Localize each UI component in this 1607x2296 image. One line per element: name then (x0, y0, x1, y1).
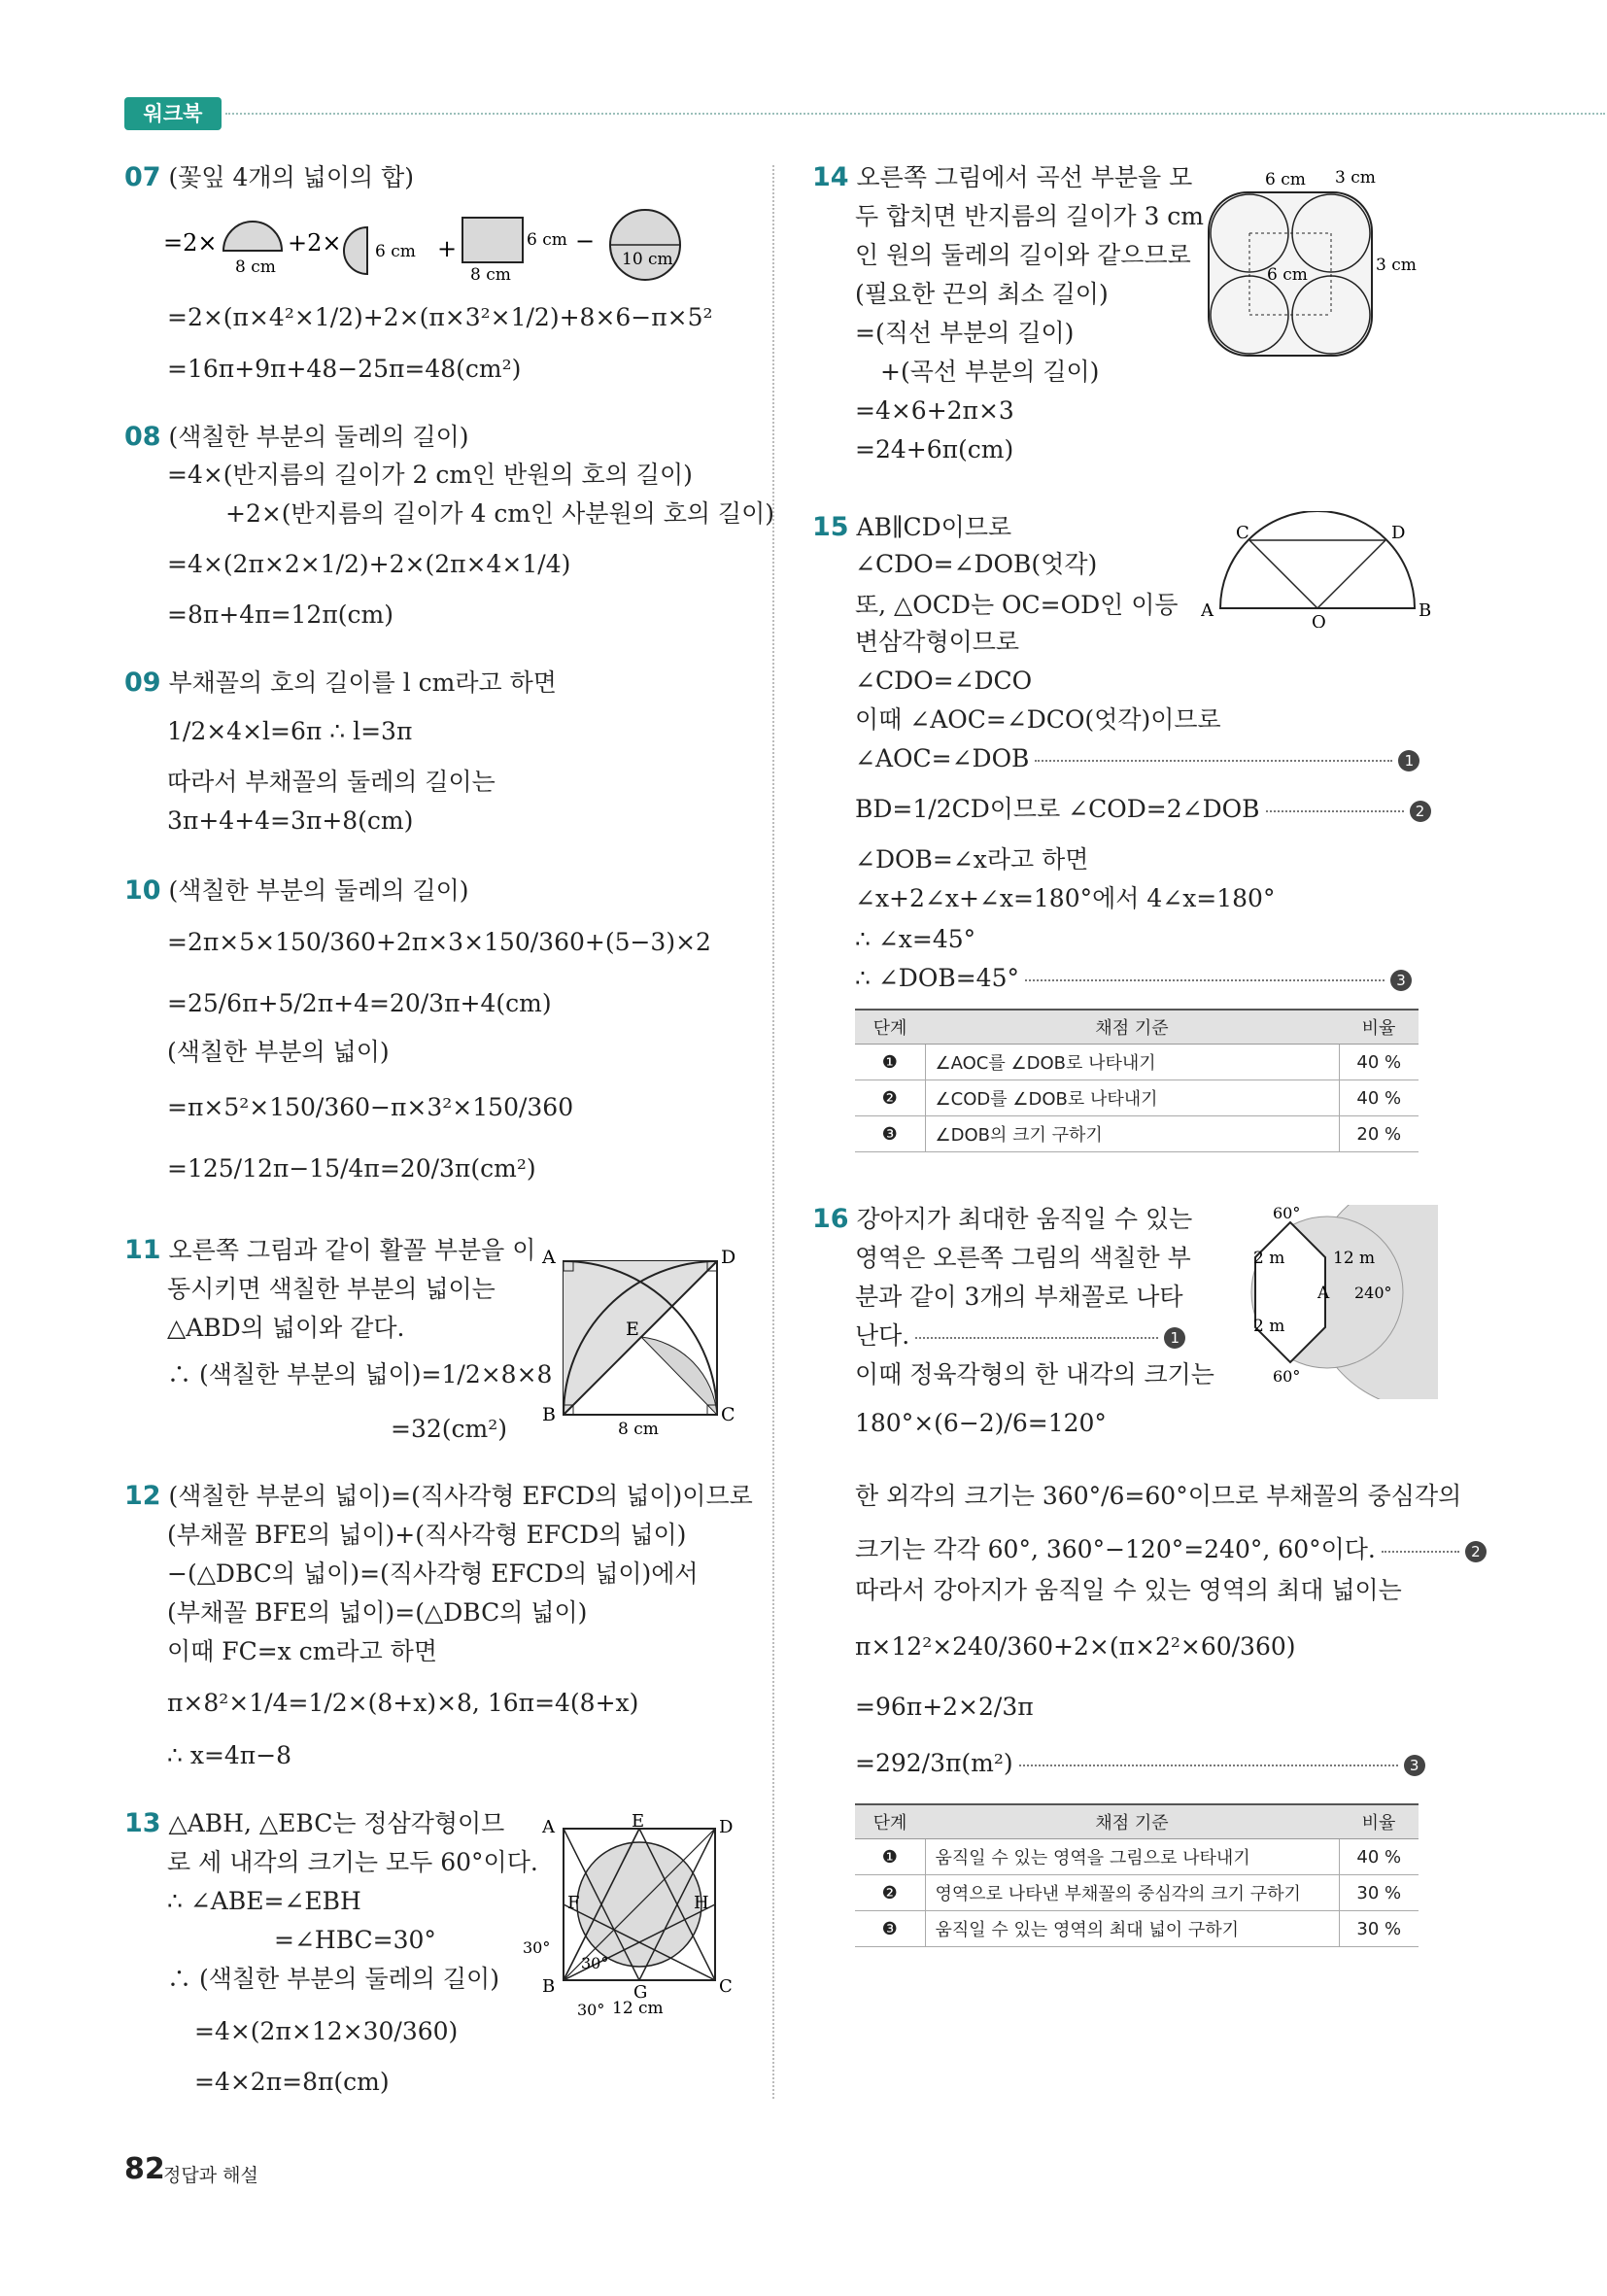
p12-line-5: π×8²×1/4=1/2×(8+x)×8, 16π=4(8+x) (167, 1689, 639, 1717)
problem-11: 11 오른쪽 그림과 같이 활꼴 부분을 이 (124, 1235, 536, 1265)
p13-line-6: =4×2π=8π(cm) (194, 2068, 390, 2096)
p14-line-4: =(직선 부분의 길이) (855, 319, 1075, 347)
column-divider (772, 165, 774, 2099)
header-divider (225, 113, 1605, 115)
p14-line-5: +(곡선 부분의 길이) (880, 358, 1100, 386)
p13-line-2: ∴ ∠ABE=∠EBH (167, 1887, 361, 1915)
p12-line-6: ∴ x=4π−8 (167, 1741, 292, 1769)
p13-A: A (542, 1817, 555, 1837)
p12-line-1: (부채꼴 BFE의 넓이)+(직사각형 EFCD의 넓이) (167, 1521, 687, 1549)
p14-line-3: (필요한 끈의 최소 길이) (855, 280, 1109, 308)
page-number: 82 (124, 2152, 165, 2186)
p15-A: A (1201, 600, 1214, 621)
p16-line-2: 분과 같이 3개의 부채꼴로 나타 (855, 1283, 1183, 1311)
p13-ang1: 30° (523, 1938, 551, 1957)
p10-line-3: (색칠한 부분의 넓이) (167, 1038, 390, 1066)
p15-line-5: 이때 ∠AOC=∠DCO(엇각)이므로 (855, 705, 1221, 734)
p12-line-2: −(△DBC의 넓이)=(직사각형 EFCD의 넓이)에서 (167, 1559, 699, 1588)
table-row: ❷ ∠COD를 ∠DOB로 나타내기 40 % (855, 1080, 1419, 1116)
p13-D: D (719, 1817, 734, 1837)
p12-line-3: (부채꼴 BFE의 넓이)=(△DBC의 넓이) (167, 1598, 588, 1627)
p14-t3: 6 cm (1267, 265, 1308, 285)
p08-line-2: +2×(반지름의 길이가 4 cm인 사분원의 호의 길이) (225, 499, 775, 528)
problem-08: 08 (색칠한 부분의 둘레의 길이) (124, 422, 469, 452)
p13-side: 12 cm (612, 1999, 664, 2018)
p13-ang3: 30° (577, 2001, 605, 2019)
p11-C: C (721, 1404, 735, 1425)
p13-B: B (542, 1976, 556, 1997)
svg-text:=2×: =2× (163, 229, 218, 257)
svg-text:+: + (437, 235, 458, 262)
p13-H: H (694, 1893, 709, 1913)
p13-E: E (632, 1813, 645, 1832)
p13-C: C (719, 1976, 733, 1997)
p11-E: E (626, 1319, 639, 1340)
p14-line-7: =24+6π(cm) (855, 435, 1014, 463)
p15-grading-table: 단계 채점 기준 비율 ❶ ∠AOC를 ∠DOB로 나타내기 40 % ❷ ∠COD를 ∠DOB로 나타내기 40 % ❸ ∠DOB의 크기 구하기 20 % (855, 1009, 1419, 1152)
problem-09: 09 부채꼴의 호의 길이를 l cm라고 하면 (124, 668, 557, 698)
problem-13: 13 △ABH, △EBC는 정삼각형이므 (124, 1808, 505, 1838)
p13-line-4: ∴ (색칠한 부분의 둘레의 길이) (167, 1965, 499, 1993)
p16-line-8: 따라서 강아지가 움직일 수 있는 영역의 최대 넓이는 (855, 1576, 1402, 1604)
table-row: ❶ 움직일 수 있는 영역을 그림으로 나타내기 40 % (855, 1839, 1419, 1875)
p07-line-2: =2×(π×4²×1/2)+2×(π×3²×1/2)+8×6−π×5² (167, 303, 713, 331)
svg-text:+2×: +2× (288, 229, 342, 257)
p14-t2: 3 cm (1335, 168, 1376, 188)
p15-line-7: BD=1/2CD이므로 ∠COD=2∠DOB 2 (855, 795, 1431, 824)
p15-line-1: ∠CDO=∠DOB(엇각) (855, 550, 1098, 578)
p13-G: G (633, 1982, 648, 2003)
p09-line-3: 3π+4+4=3π+8(cm) (167, 806, 414, 835)
p07-l5: 10 cm (622, 250, 673, 269)
p13-line-5: =4×(2π×12×30/360) (194, 2017, 459, 2045)
p16-m12: 12 m (1333, 1249, 1376, 1268)
p16-line-6: 한 외각의 크기는 360°/6=60°이므로 부채꼴의 중심각의 (855, 1482, 1462, 1510)
p16-grading-table: 단계 채점 기준 비율 ❶ 움직일 수 있는 영역을 그림으로 나타내기 40 % ❷ 영역으로 나타낸 부채꼴의 중심각의 크기 구하기 30 % ❸ 움직일 수 있는 영역의 최대 넓이 구하기 30 % (855, 1803, 1419, 1947)
problem-15: 15 AB∥CD이므로 (812, 512, 1012, 542)
p07-l2: 6 cm (375, 242, 416, 261)
p11-D: D (721, 1247, 736, 1268)
p15-line-3: 변삼각형이므로 (855, 628, 1020, 656)
p16-a240: 240° (1354, 1284, 1392, 1302)
p11-line-3: ∴ (색칠한 부분의 넓이)=1/2×8×8 (167, 1360, 553, 1388)
table-row: ❸ 움직일 수 있는 영역의 최대 넓이 구하기 30 % (855, 1911, 1419, 1947)
table-row: ❷ 영역으로 나타낸 부채꼴의 중심각의 크기 구하기 30 % (855, 1875, 1419, 1911)
p07-line-3: =16π+9π+48−25π=48(cm²) (167, 355, 522, 383)
p14-figure (1197, 163, 1430, 358)
p15-B: B (1419, 600, 1432, 621)
p16-line-9: π×12²×240/360+2×(π×2²×60/360) (855, 1632, 1296, 1661)
p16-line-3: 난다. 1 (855, 1321, 1185, 1351)
p08-line-4: =8π+4π=12π(cm) (167, 600, 393, 629)
problem-10: 10 (색칠한 부분의 둘레의 길이) (124, 875, 469, 906)
p13-F: F (567, 1893, 580, 1913)
p09-line-1: 1/2×4×l=6π ∴ l=3π (167, 717, 413, 745)
section-tag: 워크북 (124, 97, 222, 130)
p09-line-2: 따라서 부채꼴의 둘레의 길이는 (167, 768, 496, 796)
p16-line-11: =292/3π(m²) 3 (855, 1749, 1425, 1778)
footer-label: 정답과 해설 (163, 2165, 258, 2186)
p13-line-1: 로 세 내각의 크기는 모두 60°이다. (167, 1848, 538, 1876)
p16-b60: 60° (1273, 1367, 1301, 1386)
p16-m2a: 2 m (1253, 1249, 1285, 1268)
p16-line-7: 크기는 각각 60°, 360°−120°=240°, 60°이다. 2 (855, 1535, 1487, 1564)
p15-figure (1201, 511, 1434, 628)
problem-14: 14 오른쪽 그림에서 곡선 부분을 모 (812, 162, 1193, 192)
p11-A: A (542, 1247, 556, 1268)
p10-line-4: =π×5²×150/360−π×3²×150/360 (167, 1093, 574, 1121)
problem-16: 16 강아지가 최대한 움직일 수 있는 (812, 1204, 1193, 1234)
p13-line-3: =∠HBC=30° (274, 1926, 436, 1954)
p13-figure (523, 1813, 738, 2019)
p15-line-11: ∴ ∠DOB=45° 3 (855, 964, 1412, 993)
p15-line-6: ∠AOC=∠DOB 1 (855, 744, 1419, 773)
p11-side: 8 cm (618, 1420, 659, 1436)
p14-line-1: 두 합치면 반지름의 길이가 3 cm (855, 202, 1204, 230)
p10-line-5: =125/12π−15/4π=20/3π(cm²) (167, 1154, 536, 1182)
p16-line-1: 영역은 오른쪽 그림의 색칠한 부 (855, 1244, 1191, 1272)
p15-line-8: ∠DOB=∠x라고 하면 (855, 845, 1089, 874)
p11-line-4: =32(cm²) (391, 1415, 507, 1443)
p15-line-9: ∠x+2∠x+∠x=180°에서 4∠x=180° (855, 884, 1276, 912)
p14-line-6: =4×6+2π×3 (855, 396, 1014, 425)
p08-line-1: =4×(반지름의 길이가 2 cm인 반원의 호의 길이) (167, 461, 693, 489)
p16-A: A (1317, 1284, 1330, 1303)
p07-l4: 6 cm (527, 230, 567, 250)
problem-07: 07 (꽃잎 4개의 넓이의 합) (124, 162, 414, 192)
p11-line-1: 동시키면 색칠한 부분의 넓이는 (167, 1275, 496, 1303)
p16-figure (1244, 1205, 1438, 1399)
p15-O: O (1312, 612, 1326, 628)
p15-line-2: 또, △OCD는 OC=OD인 이등 (855, 591, 1179, 619)
table-row: ❸ ∠DOB의 크기 구하기 20 % (855, 1116, 1419, 1152)
p16-line-5: 180°×(6−2)/6=120° (855, 1409, 1107, 1437)
p10-line-2: =25/6π+5/2π+4=20/3π+4(cm) (167, 989, 552, 1017)
p14-line-2: 인 원의 둘레의 길이와 같으므로 (855, 241, 1191, 269)
p13-ang2: 30° (581, 1954, 609, 1972)
p16-m2b: 2 m (1253, 1317, 1285, 1336)
p08-line-3: =4×(2π×2×1/2)+2×(2π×4×1/4) (167, 550, 571, 578)
p14-t1: 6 cm (1265, 170, 1306, 189)
p16-line-4: 이때 정육각형의 한 내각의 크기는 (855, 1360, 1214, 1388)
p15-line-10: ∴ ∠x=45° (855, 925, 976, 953)
p11-line-2: △ABD의 넓이와 같다. (167, 1314, 405, 1342)
p15-line-4: ∠CDO=∠DCO (855, 667, 1033, 695)
p12-line-4: 이때 FC=x cm라고 하면 (167, 1637, 437, 1665)
svg-text:−: − (575, 227, 596, 255)
p15-C: C (1236, 523, 1249, 543)
p14-t4: 3 cm (1376, 256, 1417, 275)
p11-figure (540, 1242, 738, 1436)
p16-line-10: =96π+2×2/3π (855, 1693, 1034, 1721)
p11-B: B (542, 1404, 556, 1425)
problem-12: 12 (색칠한 부분의 넓이)=(직사각형 EFCD의 넓이)이므로 (124, 1481, 753, 1511)
p07-figure (163, 202, 707, 282)
p07-l3: 8 cm (470, 265, 511, 282)
p15-D: D (1391, 523, 1406, 543)
p10-line-1: =2π×5×150/360+2π×3×150/360+(5−3)×2 (167, 928, 711, 956)
p16-a60: 60° (1273, 1205, 1301, 1222)
table-row: ❶ ∠AOC를 ∠DOB로 나타내기 40 % (855, 1045, 1419, 1080)
p07-l1: 8 cm (235, 257, 276, 277)
